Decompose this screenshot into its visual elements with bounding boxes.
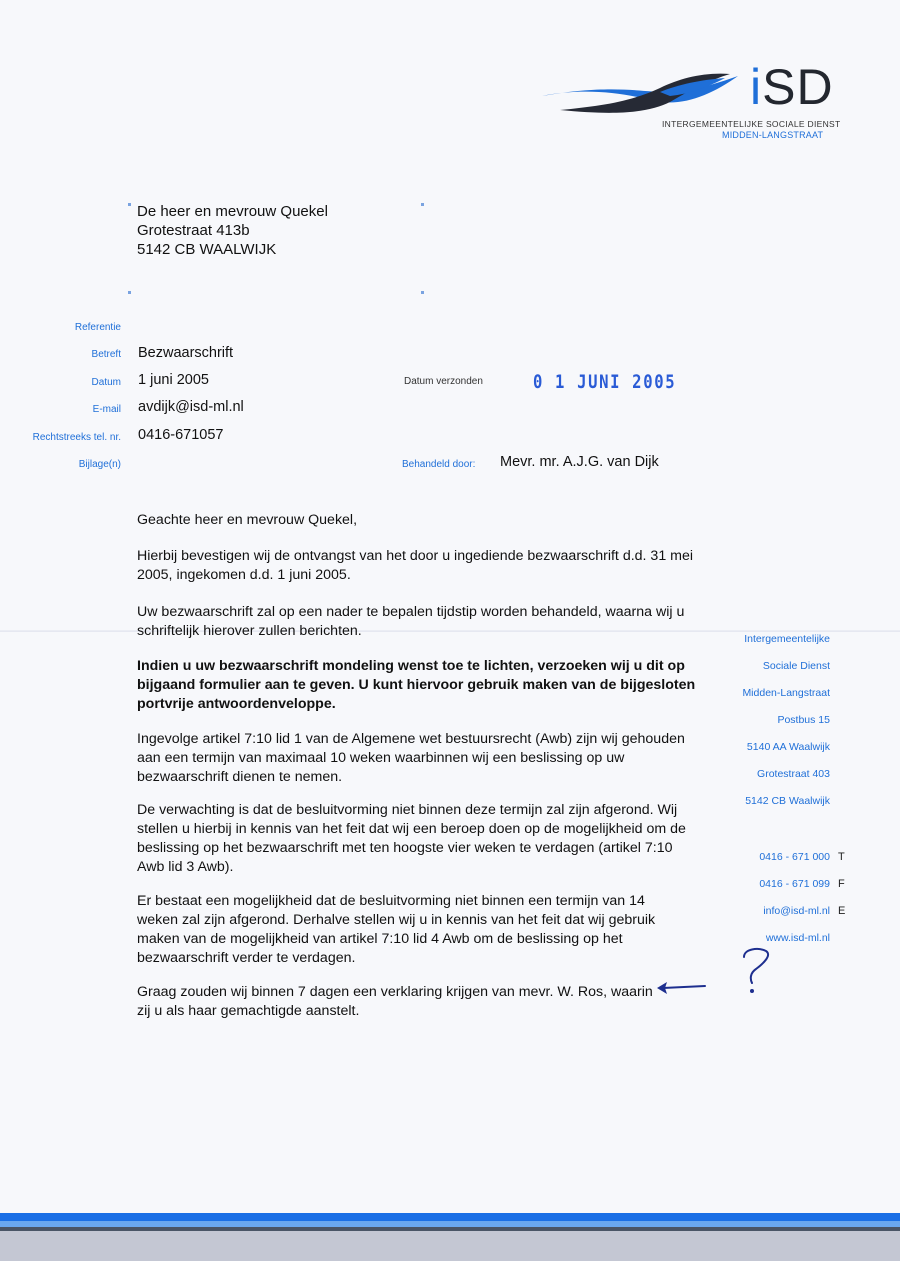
window-corner-mark (128, 203, 131, 206)
handled-by-value: Mevr. mr. A.J.G. van Dijk (500, 454, 659, 470)
body-paragraph: Er bestaat een mogelijkheid dat de besluitvorming niet binnen een termijn van 14 weken zal zijn afgerond. Derhalve stellen wij u in kennis van het feit dat wij gebruik maken van de mogelijkheid van artikel 7:10 lid 4 Awb om de beslissing op het bezwaarschrift verder te verdagen. (137, 893, 656, 966)
sidebar-fax: 0416 - 671 099 (759, 878, 830, 890)
scanner-background (0, 1231, 900, 1261)
logo-subtitle-region: MIDDEN-LANGSTRAAT (722, 130, 824, 140)
meta-label-betreft: Betreft (91, 349, 121, 360)
body-paragraph: Hierbij bevestigen wij de ontvangst van het door u ingediende bezwaarschrift d.d. 31 mei 2005, ingekomen d.d. 1 juni 2005. (137, 548, 694, 583)
handwritten-question-mark-icon (738, 945, 774, 995)
sidebar-address-line: Midden-Langstraat (742, 687, 830, 699)
sidebar-address-line: 5142 CB Waalwijk (745, 795, 830, 807)
logo-subtitle: INTERGEMEENTELIJKE SOCIALE DIENST (662, 119, 841, 129)
sidebar-address-line: Sociale Dienst (762, 660, 830, 672)
sidebar-address-line: 5140 AA Waalwijk (746, 741, 830, 753)
recipient-street: Grotestraat 413b (137, 222, 250, 239)
meta-label-referentie: Referentie (74, 322, 121, 333)
body-paragraph: Uw bezwaarschrift zal op een nader te bepalen tijdstip worden behandeld, waarna wij u schriftelijk hierover zullen berichten. (137, 604, 685, 639)
footer-band-dark (0, 1213, 900, 1221)
sidebar-address-line: Postbus 15 (777, 714, 830, 726)
meta-label-datum: Datum (91, 377, 121, 388)
sidebar-email-letter: E (838, 905, 846, 917)
logo-sd: SD (762, 59, 834, 115)
handwritten-arrow-left-icon (655, 980, 707, 996)
sent-date-label: Datum verzonden (404, 376, 483, 387)
isd-logo-swoosh-icon (540, 66, 740, 118)
sidebar-fax-letter: F (838, 878, 845, 890)
sidebar-address-line: Intergemeentelijke (744, 633, 830, 645)
logo-i: i (750, 59, 763, 115)
window-corner-mark (421, 291, 424, 294)
meta-value-betreft: Bezwaarschrift (138, 345, 234, 361)
handled-by-label: Behandeld door: (402, 459, 476, 470)
meta-value-email[interactable]: avdijk@isd-ml.nl (138, 399, 244, 415)
meta-value-phone: 0416-671057 (138, 427, 224, 443)
salutation: Geachte heer en mevrouw Quekel, (137, 512, 358, 528)
recipient-name: De heer en mevrouw Quekel (137, 203, 328, 220)
sidebar-address-line: Grotestraat 403 (757, 768, 830, 780)
isd-logo-text (750, 59, 834, 115)
window-corner-mark (128, 291, 131, 294)
sidebar-phone: 0416 - 671 000 (759, 851, 830, 863)
body-paragraph-bold: Indien u uw bezwaarschrift mondeling wenst toe te lichten, verzoeken wij u dit op bijgaand formulier aan te geven. U kunt hiervoor gebruik maken van de bijgesloten portvrije antwoordenveloppe. (137, 658, 696, 712)
meta-label-bijlagen: Bijlage(n) (78, 459, 121, 470)
body-paragraph: Ingevolge artikel 7:10 lid 1 van de Algemene wet bestuursrecht (Awb) zijn wij gehouden aan een termijn van maximaal 10 weken waarbinnen wij een beslissing op uw bezwaarschrift dienen te nemen. (137, 731, 685, 785)
sidebar-email[interactable]: info@isd-ml.nl (763, 905, 830, 917)
sent-date-stamp: 0 1 JUNI 2005 (533, 371, 677, 393)
recipient-address (137, 202, 328, 259)
meta-value-datum: 1 juni 2005 (138, 372, 209, 388)
recipient-city: 5142 CB WAALWIJK (137, 241, 277, 258)
meta-label-email: E-mail (92, 404, 121, 415)
body-paragraph: Graag zouden wij binnen 7 dagen een verklaring krijgen van mevr. W. Ros, waarin zij u als haar gemachtigde aanstelt. (137, 984, 653, 1019)
sidebar-phone-letter: T (838, 851, 845, 863)
body-paragraph: De verwachting is dat de besluitvorming niet binnen deze termijn zal zijn afgerond. Wij stellen u hierbij in kennis van het feit dat wij een beroep doen op de mogelijkheid om de beslissing op het bezwaarschrift met ten hoogste vier weken te verdagen (artikel 7:10 Awb lid 3 Awb). (137, 802, 686, 875)
sidebar-website[interactable]: www.isd-ml.nl (765, 932, 830, 944)
window-corner-mark (421, 203, 424, 206)
meta-label-phone: Rechtstreeks tel. nr. (32, 432, 121, 443)
